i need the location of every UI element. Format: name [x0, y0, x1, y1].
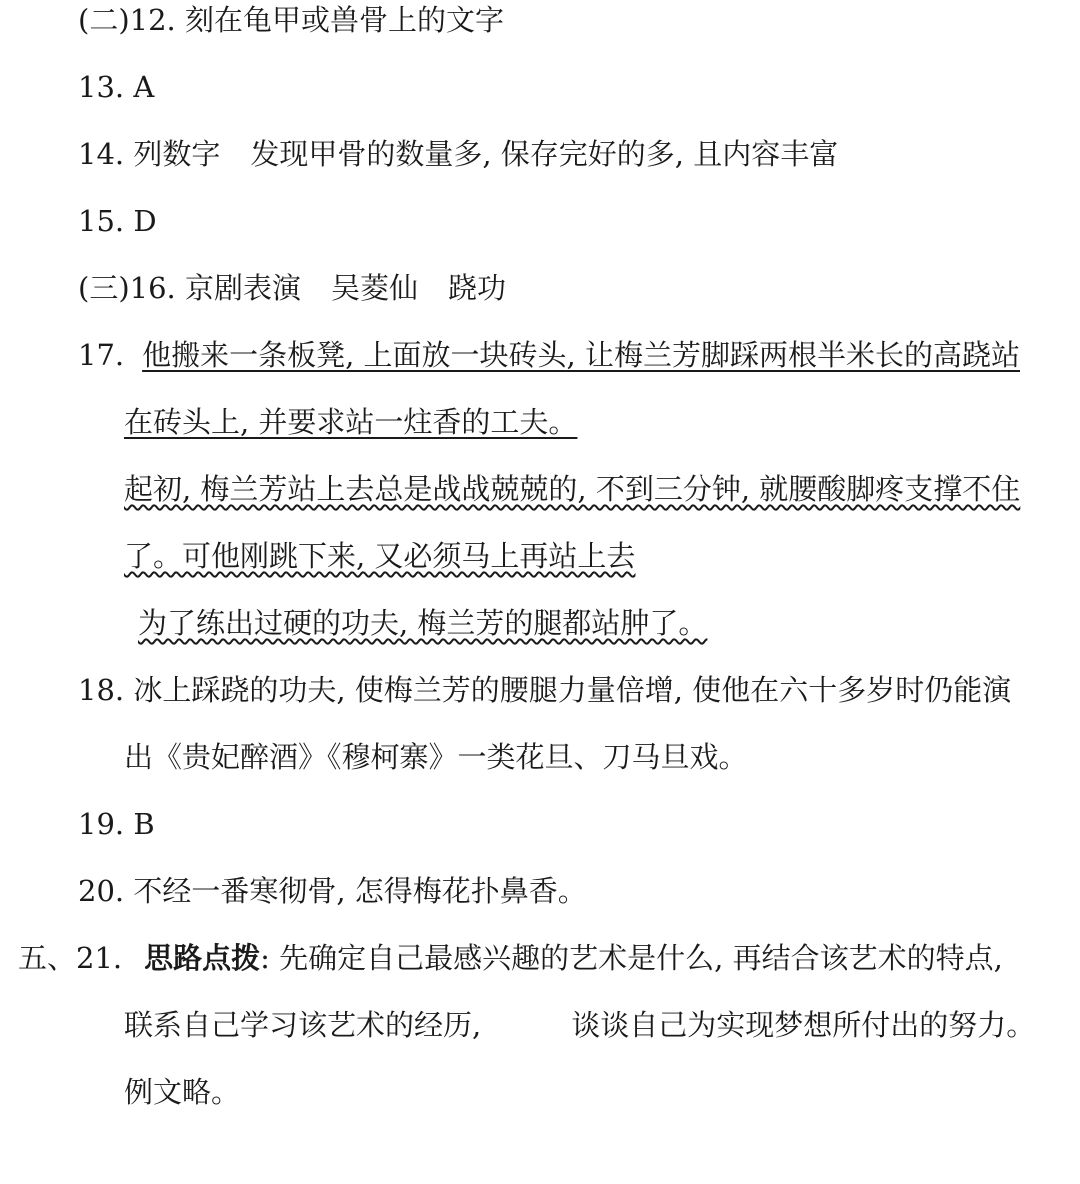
- answer-18-line-2: 出《贵妃醉酒》《穆柯寨》一类花旦、刀马旦戏。: [124, 740, 748, 774]
- answer-17-line-2: 在砖头上, 并要求站一炷香的工夫。: [124, 405, 578, 439]
- answer-20: 20. 不经一番寒彻骨, 怎得梅花扑鼻香。: [78, 874, 587, 908]
- answer-17-wavy-line-3: 为了练出过硬的功夫, 梅兰芳的腿都站肿了。: [138, 606, 708, 640]
- answer-19: 19. B: [78, 807, 155, 841]
- answer-21-line-2: 联系自己学习该艺术的经历, 谈谈自己为实现梦想所付出的努力。: [124, 1008, 1036, 1042]
- answer-17-line-1: 17. 他搬来一条板凳, 上面放一块砖头, 让梅兰芳脚踩两根半米长的高跷站: [78, 338, 1020, 372]
- answer-15: 15. D: [78, 204, 157, 238]
- answer-16: (三)16. 京剧表演 吴菱仙 跷功: [78, 271, 506, 305]
- answer-13: 13. A: [78, 70, 155, 104]
- hint-label: 思路点拨: [144, 941, 261, 975]
- underlined-answer: 他搬来一条板凳, 上面放一块砖头, 让梅兰芳脚踩两根半米长的高跷站: [142, 338, 1020, 372]
- answer-14: 14. 列数字 发现甲骨的数量多, 保存完好的多, 且内容丰富: [78, 137, 839, 171]
- answer-21-line-1: 五、21. 思路点拨: 先确定自己最感兴趣的艺术是什么, 再结合该艺术的特点,: [18, 941, 1003, 975]
- answer-12: (二)12. 刻在龟甲或兽骨上的文字: [78, 3, 504, 37]
- answer-17-wavy-line-1: 起初, 梅兰芳站上去总是战战兢兢的, 不到三分钟, 就腰酸脚疼支撑不住: [124, 472, 1021, 506]
- answer-18-line-1: 18. 冰上踩跷的功夫, 使梅兰芳的腰腿力量倍增, 使他在六十多岁时仍能演: [78, 673, 1012, 707]
- answer-17-wavy-line-2: 了。可他刚跳下来, 又必须马上再站上去: [124, 539, 636, 573]
- answer-21-line-3: 例文略。: [124, 1075, 241, 1109]
